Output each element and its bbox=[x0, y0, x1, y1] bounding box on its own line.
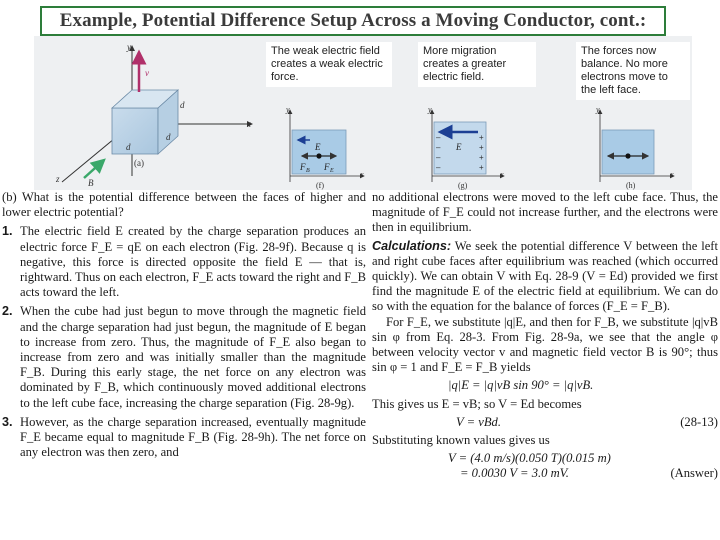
svg-text:+: + bbox=[479, 163, 484, 172]
answer-label: (Answer) bbox=[670, 466, 718, 481]
panel-h-electron bbox=[625, 153, 630, 158]
label-y: y bbox=[127, 42, 131, 52]
svg-text:+: + bbox=[479, 153, 484, 162]
item-text: The electric field E created by the charge separation produces an electric force F_E = qE on each electron (Fig. 28-9f). Because q is negative, this force is directed opposite the field E — that is, rightward. Thus on each electron, F_E acts toward the right and F_B acts toward the left. bbox=[20, 224, 366, 300]
equation-result bbox=[372, 466, 718, 481]
equation-text: V = (4.0 m/s)(0.050 T)(0.015 m) bbox=[448, 451, 611, 466]
panel-h-conductor bbox=[602, 130, 654, 174]
label-panel-a: (a) bbox=[134, 158, 144, 168]
equation-number: (28-13) bbox=[680, 414, 718, 429]
label-v: v bbox=[145, 68, 149, 78]
panel-f-label-FE-sub: E bbox=[330, 168, 334, 174]
svg-text:–: – bbox=[436, 143, 441, 152]
panel-h-label-x: x bbox=[670, 170, 674, 179]
panel-h-label-y: y bbox=[596, 105, 600, 114]
figure-panel bbox=[34, 36, 692, 190]
equation-text: = 0.0030 V = 3.0 mV. bbox=[460, 466, 569, 481]
svg-text:–: – bbox=[436, 133, 441, 142]
item-text: When the cube had just begun to move through the magnetic field and the charge separation had just begun, the magnitude of E began to increase from zero. Thus, the magnitude of F_E also began to increase from zero and was initially smaller than the magnitude F_B. During this early stage, the net force on any electron was dominated by F_B, which continuously moved additional electrons to the left cube face, increasing the charge separation (Fig. 28-9g). bbox=[20, 304, 366, 410]
label-d-side: d bbox=[166, 132, 171, 142]
svg-text:–: – bbox=[436, 153, 441, 162]
item-number: 2. bbox=[2, 304, 13, 319]
slide-title-box bbox=[40, 6, 666, 36]
magnetic-field-vector bbox=[84, 160, 104, 178]
label-B: B bbox=[88, 178, 94, 188]
panel-f-label-x: x bbox=[360, 170, 364, 179]
panel-g-label-E: E bbox=[456, 142, 462, 152]
callout-weak-field: The weak electric field creates a weak electric force. bbox=[266, 42, 392, 87]
panel-g-label-y: y bbox=[428, 105, 432, 114]
equation-force-balance bbox=[372, 378, 718, 393]
panel-f-electron bbox=[316, 153, 321, 158]
callout-forces-balance: The forces now balance. No more electrons move to the left face. bbox=[576, 42, 690, 100]
calculations-paragraph bbox=[372, 239, 718, 315]
callout-more-migration: More migration creates a greater electric field. bbox=[418, 42, 536, 87]
equilibrium-paragraph: no additional electrons were moved to the left cube face. Thus, the magnitude of F_E could not increase further, and the electrons were then in equilibrium. bbox=[372, 190, 718, 235]
panel-h-label: (h) bbox=[626, 181, 636, 190]
svg-text:–: – bbox=[436, 163, 441, 172]
list-item-2 bbox=[2, 304, 366, 410]
question-b: (b) What is the potential difference between the faces of higher and lower electric potential? bbox=[2, 190, 366, 220]
cube-front-face bbox=[112, 108, 158, 154]
equation-28-13 bbox=[372, 415, 718, 430]
list-item-1 bbox=[2, 224, 366, 300]
panel-g-label: (g) bbox=[458, 181, 468, 190]
panel-f-label-FE: F bbox=[324, 162, 330, 172]
substituting-paragraph: Substituting known values gives us bbox=[372, 433, 550, 448]
substitution-paragraph: For F_E, we substitute |q|E, and then for F_B, we substitute |q|vB sin φ from Eq. 28-3. From Fig. 28-9a, we see that the angle φ between velocity vector v and magnetic field vector B is 90°; thus sin φ = 1 and F_E = F_B yields bbox=[372, 314, 718, 375]
panel-f-label-y: y bbox=[286, 105, 290, 114]
left-column bbox=[2, 190, 366, 540]
calculations-label: Calculations: bbox=[372, 238, 452, 253]
equation-text: V = vBd. bbox=[456, 414, 501, 429]
panel-f-label: (f) bbox=[316, 181, 324, 190]
panel-f-label-FB: F bbox=[300, 162, 306, 172]
list-item-3 bbox=[2, 415, 366, 461]
equation-numeric bbox=[372, 451, 718, 466]
panel-f-label-FB-sub: B bbox=[306, 168, 310, 174]
right-column bbox=[372, 190, 718, 540]
equation-text: |q|E = |q|vB sin 90° = |q|vB. bbox=[448, 378, 594, 393]
panel-g-label-x: x bbox=[500, 170, 504, 179]
panel-f-label-E: E bbox=[315, 142, 321, 152]
svg-text:+: + bbox=[479, 143, 484, 152]
gives-us-paragraph: This gives us E = vB; so V = Ed becomes bbox=[372, 396, 582, 411]
item-number: 1. bbox=[2, 224, 13, 239]
label-d-right: d bbox=[180, 100, 185, 110]
svg-text:+: + bbox=[479, 133, 484, 142]
calculations-text: We seek the potential difference V between the left and right cube faces after equilibrium was reached (which occurred quickly). We can obtain V with Eq. 28-9 (V = Ed) provided we first find the magnitude E of the electric field at equilibrium. We can do so with the equation for the balance of forces (F_E = F_B). bbox=[372, 238, 718, 314]
item-number: 3. bbox=[2, 414, 13, 429]
item-text: However, as the charge separation increased, eventually magnitude F_E became equal to magnitude F_B (Fig. 28-9h). The net force on any electron was then zero, and bbox=[20, 414, 366, 460]
label-z: z bbox=[56, 174, 60, 184]
slide-title: Example, Potential Difference Setup Across a Moving Conductor, cont.: bbox=[59, 10, 647, 31]
label-d-bottom: d bbox=[126, 142, 131, 152]
label-x: x bbox=[247, 119, 251, 129]
